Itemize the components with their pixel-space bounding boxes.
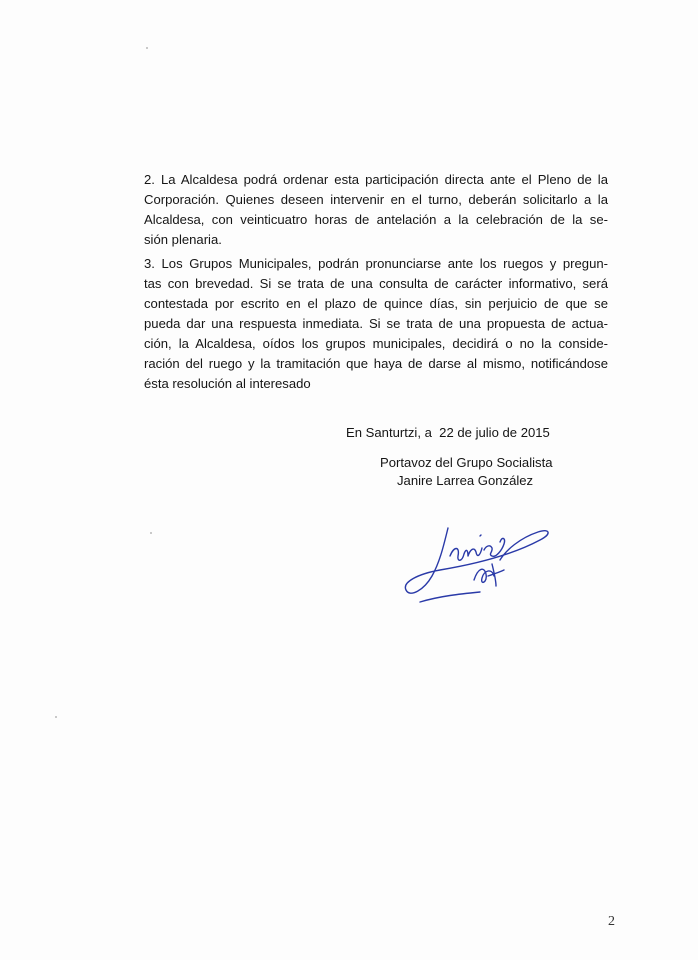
paragraph-line: sión plenaria.	[144, 232, 222, 247]
paragraph-line: tas con brevedad. Si se trata de una consulta de carácter informativo, será	[144, 276, 608, 291]
paragraph-line: ésta resolución al interesado	[144, 376, 311, 391]
paragraph-2	[144, 170, 608, 250]
paragraph-line: 3. Los Grupos Municipales, podrán pronunciarse ante los ruegos y pregun-	[144, 256, 608, 271]
paragraph-line: ración del ruego y la tramitación que haya de darse al mismo, notificándose	[144, 356, 608, 371]
page-number: 2	[608, 914, 615, 929]
scan-speck	[55, 716, 57, 718]
scan-speck	[150, 532, 152, 534]
paragraph-line: Alcaldesa, con veinticuatro horas de antelación a la celebración de la se-	[144, 212, 608, 227]
paragraph-3	[144, 254, 608, 394]
paragraph-line: pueda dar una respuesta inmediata. Si se trata de una propuesta de actua-	[144, 316, 608, 331]
paragraph-line: ción, la Alcaldesa, oídos los grupos municipales, decidirá o no la conside-	[144, 336, 608, 351]
handwritten-signature	[400, 510, 560, 610]
place-date: En Santurtzi, a 22 de julio de 2015	[346, 425, 550, 440]
paragraph-line: Corporación. Quienes deseen intervenir en el turno, deberán solicitarlo a la	[144, 192, 608, 207]
paragraph-line: 2. La Alcaldesa podrá ordenar esta participación directa ante el Pleno de la	[144, 172, 608, 187]
scan-speck	[146, 47, 148, 49]
signer-role: Portavoz del Grupo Socialista	[380, 455, 553, 470]
paragraph-line: contestada por escrito en el plazo de quince días, sin perjuicio de que se	[144, 296, 608, 311]
signer-name: Janire Larrea González	[397, 473, 534, 488]
